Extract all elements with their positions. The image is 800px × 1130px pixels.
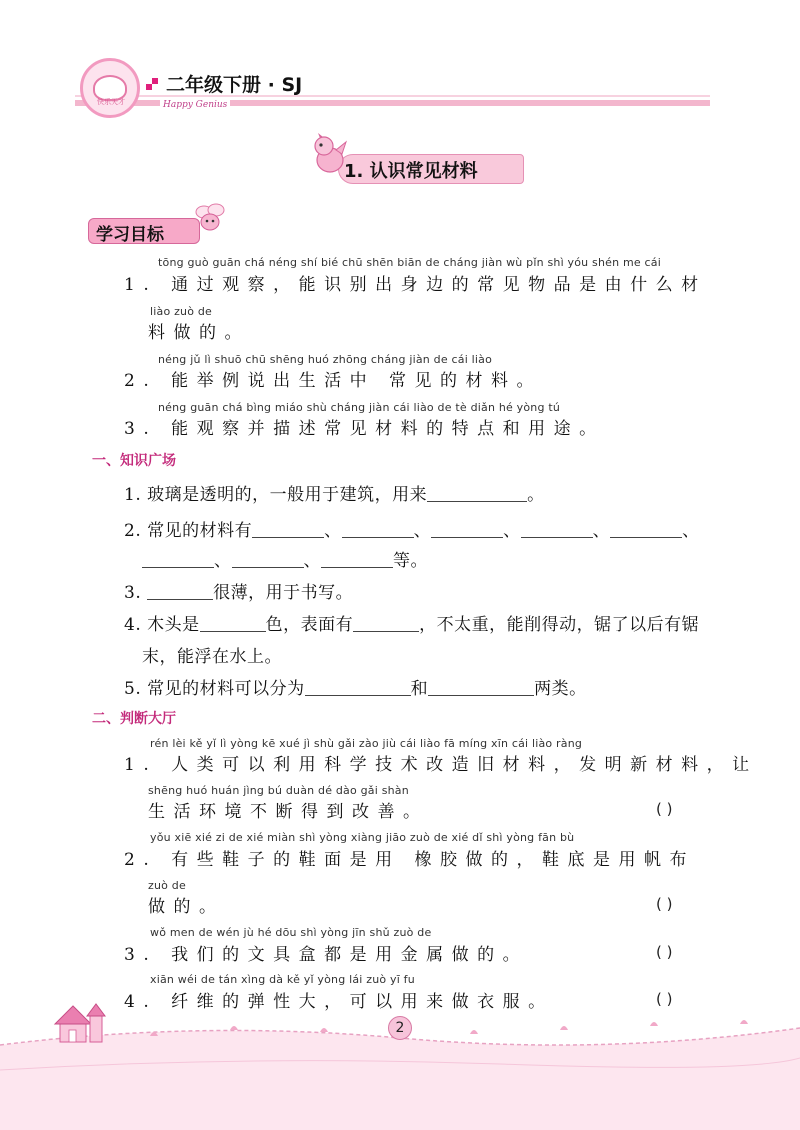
- pinyin-line: tōng guò guān chá néng shí bié chū shēn biān de cháng jiàn wù pǐn shì yóu shén me cái: [158, 256, 661, 269]
- question-5: [124, 674, 587, 699]
- question-text: 等。: [393, 551, 428, 571]
- judge-item-cont: 生活环境不断得到改善。: [148, 802, 429, 822]
- question-4: [124, 610, 699, 635]
- judge-item: 3. 我们的文具盒都是用金属做的。: [124, 945, 529, 965]
- judge-item: 4. 纤维的弹性大，可以用来做衣服。: [124, 992, 554, 1012]
- answer-blank[interactable]: [200, 615, 266, 632]
- answer-parentheses[interactable]: ( ): [656, 943, 673, 961]
- brand-subtitle: Happy Genius: [160, 100, 230, 110]
- goal-item-cont: 料做的。: [148, 323, 250, 343]
- bee-icon: [192, 200, 228, 236]
- lesson-title: 1. 认识常见材料: [344, 161, 478, 182]
- answer-blank[interactable]: [147, 583, 213, 600]
- answer-blank[interactable]: [428, 679, 534, 696]
- question-text: ，不太重，能削得动，锯了以后有锯: [419, 615, 700, 635]
- question-1: [124, 480, 545, 505]
- pinyin-line: shēng huó huán jìng bú duàn dé dào gǎi shàn: [148, 784, 409, 797]
- section-heading: 一、知识广场: [92, 453, 176, 469]
- dragon-icon: [308, 132, 348, 176]
- answer-blank[interactable]: [232, 551, 304, 568]
- answer-blank[interactable]: [142, 551, 214, 568]
- separator: 、: [592, 521, 611, 541]
- question-text: 很薄，用于书写。: [213, 583, 354, 603]
- house-icon: [55, 1004, 105, 1042]
- pinyin-line: néng guān chá bìng miáo shù cháng jiàn cái liào de tè diǎn hé yòng tú: [158, 401, 561, 414]
- goal-item: 2. 能举例说出生活中 常见的材料。: [124, 371, 543, 391]
- header-square-icon: [146, 84, 152, 90]
- pinyin-line: liào zuò de: [150, 305, 213, 318]
- goal-item: 3. 能观察并描述常见材料的特点和用途。: [124, 419, 605, 439]
- question-text: 2. 常见的材料有: [124, 521, 253, 541]
- question-text: 和: [410, 679, 429, 699]
- question-text: 1. 玻璃是透明的，一般用于建筑，用来: [124, 485, 428, 505]
- answer-blank[interactable]: [252, 521, 324, 538]
- separator: 、: [682, 521, 700, 541]
- answer-blank[interactable]: [321, 551, 393, 568]
- separator: 、: [324, 521, 342, 541]
- page-number: 2: [388, 1016, 412, 1040]
- separator: 、: [303, 551, 321, 571]
- pinyin-line: xiān wéi de tán xìng dà kě yǐ yòng lái zuò yī fu: [150, 973, 415, 986]
- header-square-icon: [152, 78, 158, 84]
- section-heading: 二、判断大厅: [92, 711, 176, 727]
- judge-item-cont: 做的。: [148, 897, 225, 917]
- answer-blank[interactable]: [610, 521, 682, 538]
- answer-blank[interactable]: [305, 679, 411, 696]
- question-text: 色，表面有: [265, 615, 354, 635]
- question-4-cont: 末，能浮在水上。: [142, 647, 282, 667]
- question-text: 3.: [124, 583, 142, 603]
- brand-logo: [80, 58, 140, 118]
- answer-blank[interactable]: [353, 615, 419, 632]
- pinyin-line: rén lèi kě yǐ lì yòng kē xué jì shù gǎi zào jiù cái liào fā míng xīn cái liào ràng: [150, 737, 583, 750]
- answer-parentheses[interactable]: ( ): [656, 895, 673, 913]
- logo-text: 快乐天才: [97, 98, 125, 106]
- book-title: 二年级下册 · SJ: [166, 74, 303, 96]
- question-text: 4. 木头是: [124, 615, 200, 635]
- question-2: [124, 516, 700, 541]
- answer-blank[interactable]: [342, 521, 414, 538]
- goal-item: 1. 通过观察，能识别出身边的常见物品是由什么材: [124, 275, 707, 295]
- pinyin-line: wǒ men de wén jù hé dōu shì yòng jīn shǔ zuò de: [150, 926, 432, 939]
- goals-label: 学习目标: [96, 225, 164, 245]
- answer-blank[interactable]: [431, 521, 503, 538]
- answer-parentheses[interactable]: ( ): [656, 800, 673, 818]
- question-text: 两类。: [534, 679, 587, 699]
- answer-parentheses[interactable]: ( ): [656, 990, 673, 1008]
- separator: 、: [214, 551, 232, 571]
- judge-item: 2. 有些鞋子的鞋面是用 橡胶做的，鞋底是用帆布: [124, 850, 696, 870]
- pinyin-line: zuò de: [148, 879, 186, 892]
- answer-blank[interactable]: [427, 485, 527, 502]
- separator: 、: [413, 521, 432, 541]
- question-3: [124, 578, 353, 603]
- pinyin-line: néng jǔ lì shuō chū shēng huó zhōng cháng jiàn de cái liào: [158, 353, 493, 366]
- answer-blank[interactable]: [521, 521, 593, 538]
- judge-item: 1. 人类可以利用科学技术改造旧材料，发明新材料，让: [124, 755, 758, 775]
- question-2-cont: [142, 546, 428, 571]
- question-text: 5. 常见的材料可以分为: [124, 679, 305, 699]
- separator: 、: [503, 521, 521, 541]
- pinyin-line: yǒu xiē xié zi de xié miàn shì yòng xiàng jiāo zuò de xié dǐ shì yòng fān bù: [150, 831, 575, 844]
- question-text: 。: [527, 485, 545, 505]
